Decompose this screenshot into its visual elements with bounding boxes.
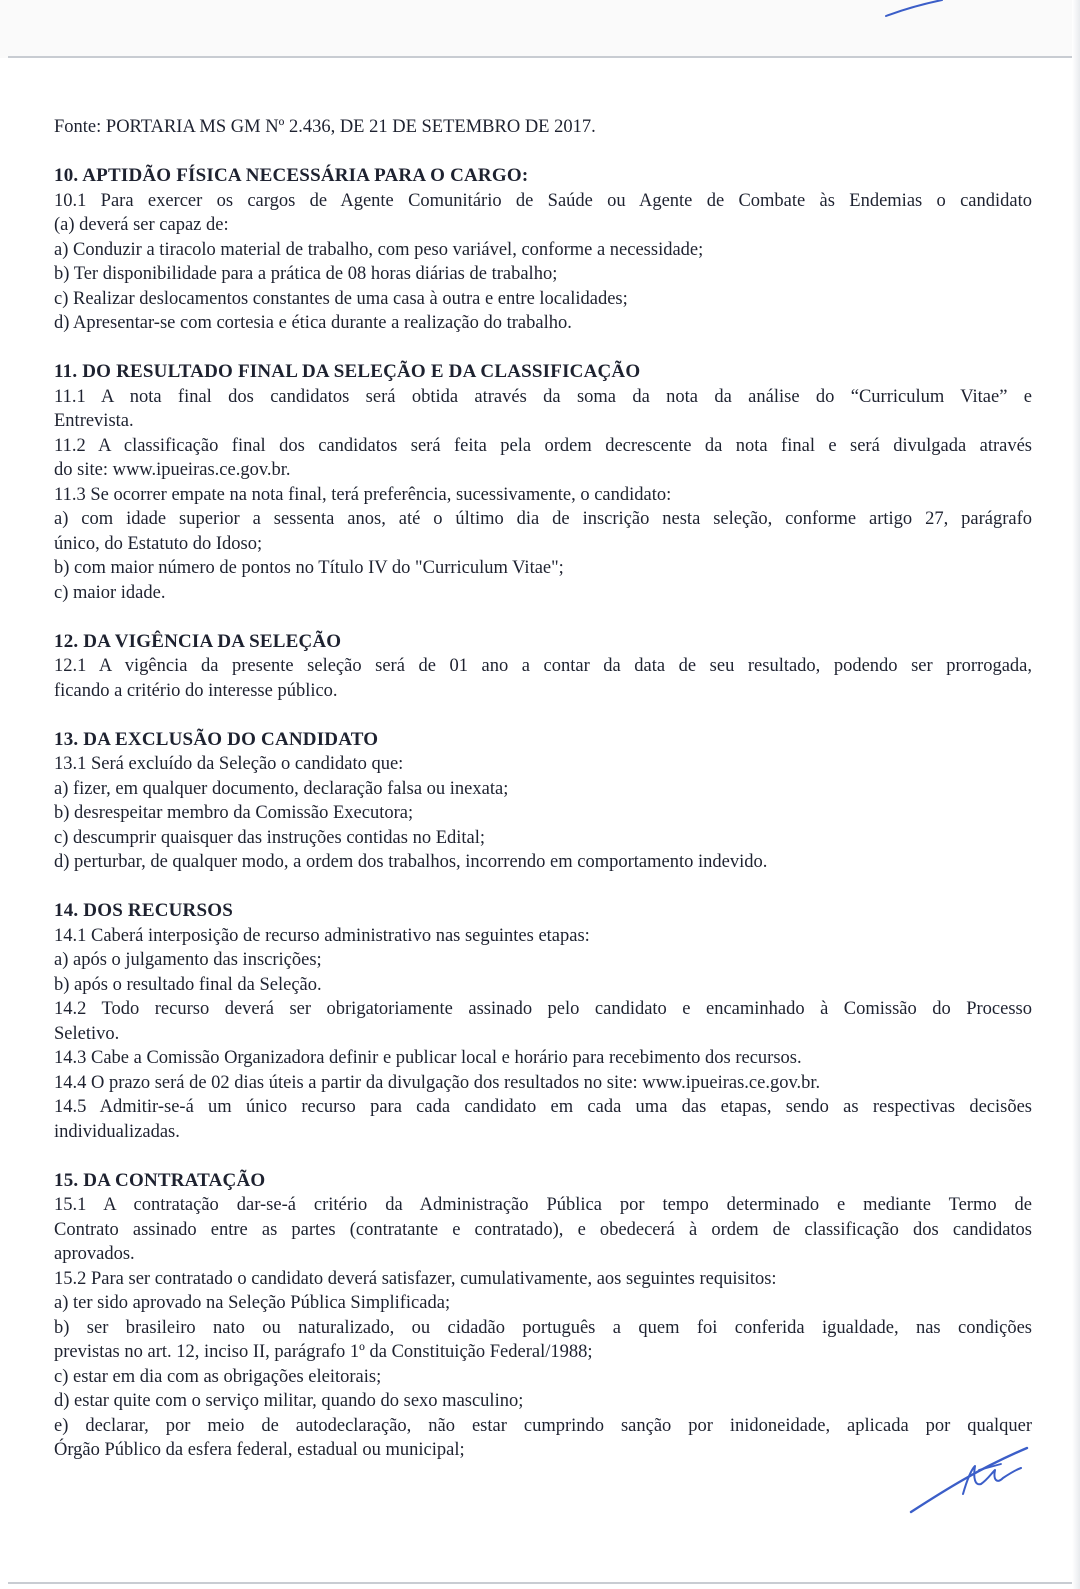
- text-line: ficando a critério do interesse público.: [54, 680, 338, 701]
- text-line: c) descumprir quaisquer das instruções contidas no Edital;: [54, 827, 486, 848]
- text-line: 14.3 Cabe a Comissão Organizadora definir e publicar local e horário para recebimento dos recursos.: [54, 1048, 802, 1068]
- text-line: individualizadas.: [54, 1121, 180, 1142]
- page-bottom-rule: [8, 1582, 1072, 1584]
- text-line: d) estar quite com o serviço militar, quando do sexo masculino;: [54, 1391, 524, 1411]
- top-signature-stroke: [880, 0, 960, 18]
- text-line: 11.2 A classificação final dos candidatos será feita pela ordem decrescente da nota final e será divulgada através: [54, 435, 1032, 456]
- text-line: 14.4 O prazo será de 02 dias úteis a partir da divulgação dos resultados no site: www.ipueiras.ce.gov.br.: [54, 1072, 821, 1093]
- section-heading-s10: 10. APTIDÃO FÍSICA NECESSÁRIA PARA O CARGO:: [54, 165, 529, 186]
- section-spacer: [54, 336, 1032, 361]
- text-line: 15.2 Para ser contratado o candidato deverá satisfazer, cumulativamente, aos seguintes requisitos:: [54, 1268, 777, 1289]
- text-line: Contrato assinado entre as partes (contratante e contratado), e obedecerá à ordem de classificação dos candidatos: [54, 1219, 1032, 1240]
- text-line: c) maior idade.: [54, 582, 166, 603]
- text-line: b) após o resultado final da Seleção.: [54, 974, 322, 995]
- text-line: e) declarar, por meio de autodeclaração, não estar cumprindo sanção por inidoneidade, aplicada por qualquer: [54, 1415, 1032, 1436]
- section-spacer: [54, 605, 1032, 630]
- source-line: Fonte: PORTARIA MS GM Nº 2.436, DE 21 DE SETEMBRO DE 2017.: [54, 117, 596, 137]
- handwritten-signature: [905, 1440, 1040, 1520]
- text-line: previstas no art. 12, inciso II, parágrafo 1º da Constituição Federal/1988;: [54, 1342, 593, 1362]
- text-line: do site: www.ipueiras.ce.gov.br.: [54, 460, 291, 480]
- text-line: (a) deverá ser capaz de:: [54, 215, 229, 235]
- section-heading-s13: 13. DA EXCLUSÃO DO CANDIDATO: [54, 728, 379, 750]
- text-line: 12.1 A vigência da presente seleção será de 01 ano a contar da data de seu resultado, podendo ser prorrogada,: [54, 656, 1032, 676]
- document-body: [54, 115, 1032, 1463]
- text-line: a) após o julgamento das inscrições;: [54, 950, 322, 970]
- text-line: a) Conduzir a tiracolo material de trabalho, com peso variável, conforme a necessidade;: [54, 239, 704, 260]
- text-line: 14.5 Admitir-se-á um único recurso para cada candidato em cada uma das etapas, sendo as respectivas decisões: [54, 1097, 1032, 1117]
- page-top-rule: [8, 56, 1072, 58]
- text-line: c) Realizar deslocamentos constantes de uma casa à outra e entre localidades;: [54, 288, 628, 309]
- text-line: único, do Estatuto do Idoso;: [54, 533, 263, 554]
- text-line: a) fizer, em qualquer documento, declaração falsa ou inexata;: [54, 778, 509, 799]
- page-edge-shadow: [1072, 0, 1080, 1589]
- text-line: b) com maior número de pontos no Título IV do "Curriculum Vitae";: [54, 558, 564, 578]
- section-spacer: [54, 1144, 1032, 1169]
- text-line: 10.1 Para exercer os cargos de Agente Comunitário de Saúde ou Agente de Combate às Endemias o candidato: [54, 190, 1032, 211]
- text-line: a) ter sido aprovado na Seleção Pública Simplificada;: [54, 1293, 451, 1313]
- text-line: aprovados.: [54, 1244, 135, 1264]
- text-line: 11.1 A nota final dos candidatos será obtida através da soma da nota da análise do “Curriculum Vitae” e: [54, 386, 1032, 407]
- section-heading-s12: 12. DA VIGÊNCIA DA SELEÇÃO: [54, 630, 342, 652]
- text-line: b) ser brasileiro nato ou naturalizado, ou cidadão português a quem foi conferida igualdade, nas condições: [54, 1317, 1032, 1338]
- text-line: Órgão Público da esfera federal, estadual ou municipal;: [54, 1440, 465, 1460]
- text-line: 13.1 Será excluído da Seleção o candidato que:: [54, 754, 404, 774]
- text-line: 14.2 Todo recurso deverá ser obrigatoriamente assinado pelo candidato e encaminhado à Comissão do Processo: [54, 999, 1032, 1019]
- text-line: b) Ter disponibilidade para a prática de 08 horas diárias de trabalho;: [54, 264, 558, 284]
- section-heading-s11: 11. DO RESULTADO FINAL DA SELEÇÃO E DA CLASSIFICAÇÃO: [54, 361, 641, 382]
- section-heading-s14: 14. DOS RECURSOS: [54, 900, 233, 921]
- text-line: b) desrespeitar membro da Comissão Executora;: [54, 803, 414, 823]
- text-line: 14.1 Caberá interposição de recurso administrativo nas seguintes etapas:: [54, 925, 590, 946]
- section-spacer: [54, 140, 1032, 165]
- text-line: Entrevista.: [54, 411, 134, 431]
- text-line: c) estar em dia com as obrigações eleitorais;: [54, 1366, 382, 1387]
- section-spacer: [54, 703, 1032, 728]
- text-line: d) perturbar, de qualquer modo, a ordem dos trabalhos, incorrendo em comportamento indevido.: [54, 852, 768, 872]
- text-line: 15.1 A contratação dar-se-á critério da Administração Pública por tempo determinado e mediante Termo de: [54, 1195, 1032, 1215]
- text-line: a) com idade superior a sessenta anos, até o último dia de inscrição nesta seleção, conforme artigo 27, parágrafo: [54, 509, 1032, 529]
- text-line: Seletivo.: [54, 1023, 120, 1044]
- text-line: d) Apresentar-se com cortesia e ética durante a realização do trabalho.: [54, 313, 572, 333]
- text-line: 11.3 Se ocorrer empate na nota final, terá preferência, sucessivamente, o candidato:: [54, 484, 672, 505]
- section-spacer: [54, 875, 1032, 900]
- section-heading-s15: 15. DA CONTRATAÇÃO: [54, 1169, 266, 1191]
